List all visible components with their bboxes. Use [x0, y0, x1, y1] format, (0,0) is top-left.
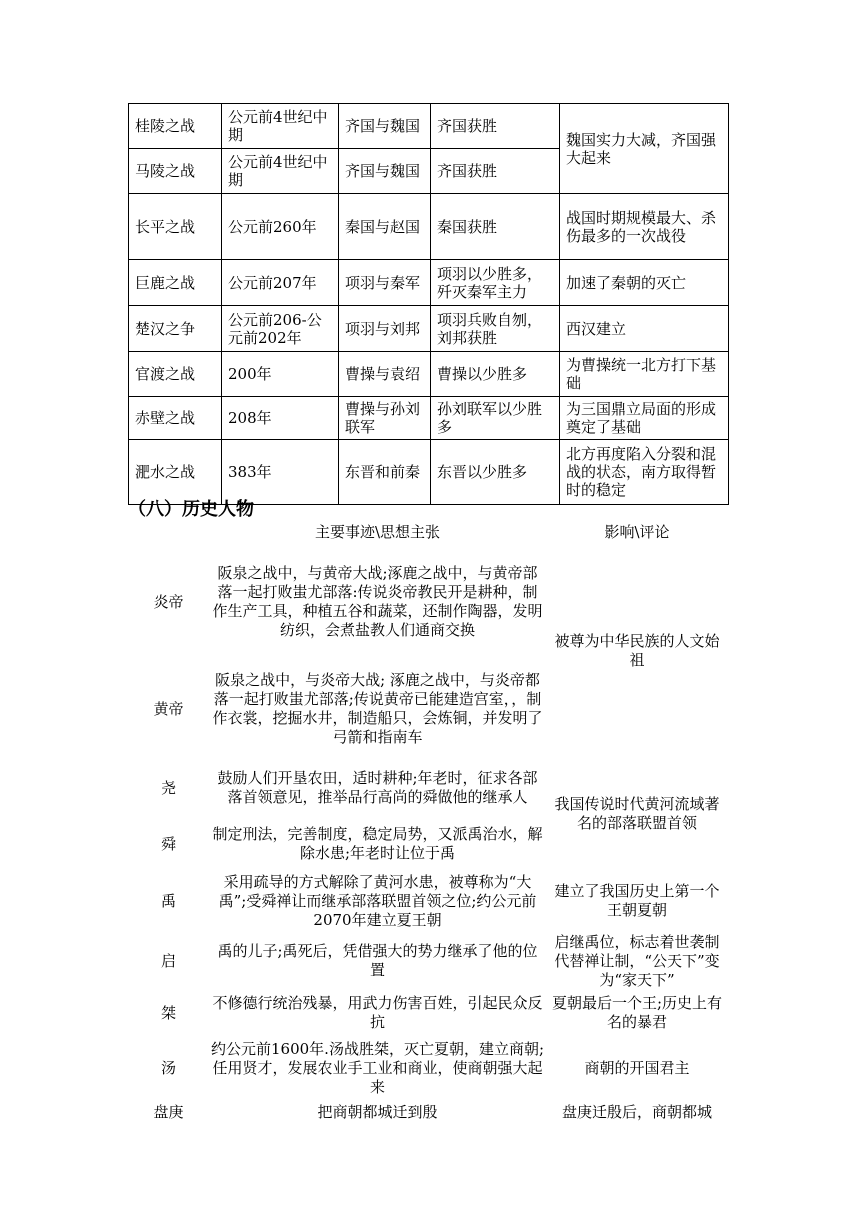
battles-table — [128, 103, 729, 505]
battle-name: 淝水之战 — [129, 440, 222, 505]
battle-sides: 秦国与赵国 — [339, 194, 431, 260]
person-name: 桀 — [160, 1003, 176, 1022]
table-row — [129, 352, 729, 397]
battle-time: 383年 — [222, 440, 339, 505]
battle-sides: 齐国与魏国 — [339, 149, 431, 194]
battle-sides: 齐国与魏国 — [339, 104, 431, 149]
person-name: 汤 — [160, 1058, 176, 1077]
battle-result: 东晋以少胜多 — [431, 440, 560, 505]
people-header-deeds: 主要事迹\思想主张 — [314, 522, 441, 541]
table-row — [128, 758, 728, 818]
battle-result: 项羽以少胜多，歼灭秦军主力 — [431, 260, 560, 306]
battle-name: 马陵之战 — [129, 149, 222, 194]
battle-sides: 项羽与刘邦 — [339, 306, 431, 352]
table-row — [129, 440, 729, 505]
battle-impact: 魏国实力大减，齐国强大起来 — [560, 104, 729, 194]
table-header-row — [128, 520, 728, 544]
battle-sides: 东晋和前秦 — [339, 440, 431, 505]
battle-impact: 加速了秦朝的灭亡 — [560, 260, 729, 306]
people-table — [128, 520, 728, 1124]
table-row — [128, 1100, 728, 1124]
person-deeds: 约公元前1600年.汤战胜桀，灭亡夏朝，建立商朝;任用贤才，发展农业手工业和商业，使商朝强大起来 — [211, 1039, 544, 1096]
battle-time: 公元前260年 — [222, 194, 339, 260]
section-heading: （八）历史人物 — [128, 499, 254, 520]
table-row — [129, 104, 729, 149]
battle-sides: 曹操与孙刘联军 — [339, 397, 431, 440]
battle-name: 桂陵之战 — [129, 104, 222, 149]
people-header-name — [128, 520, 209, 544]
battle-time: 200年 — [222, 352, 339, 397]
battle-result: 齐国获胜 — [431, 104, 560, 149]
person-deeds: 把商朝都城迁到殷 — [317, 1102, 438, 1121]
battle-result: 齐国获胜 — [431, 149, 560, 194]
battle-time: 公元前206-公元前202年 — [222, 306, 339, 352]
person-deeds: 禹的儿子;禹死后，凭借强大的势力继承了他的位置 — [217, 942, 538, 979]
person-influence: 我国传说时代黄河流域著名的部落联盟首领 — [554, 795, 720, 832]
person-name: 舜 — [160, 834, 176, 853]
table-row — [129, 397, 729, 440]
battle-name: 赤壁之战 — [129, 397, 222, 440]
person-influence: 建立了我国历史上第一个王朝夏朝 — [554, 882, 720, 919]
table-row — [129, 194, 729, 260]
battle-result: 曹操以少胜多 — [431, 352, 560, 397]
battle-result: 项羽兵败自刎，刘邦获胜 — [431, 306, 560, 352]
person-influence: 启继禹位，标志着世袭制代替禅让制，“公天下”变为“家天下” — [554, 932, 720, 989]
battle-time: 公元前4世纪中期 — [222, 149, 339, 194]
battle-impact: 战国时期规模最大、杀伤最多的一次战役 — [560, 194, 729, 260]
battle-impact: 北方再度陷入分裂和混战的状态，南方取得暂时的稳定 — [560, 440, 729, 505]
person-name: 禹 — [160, 891, 176, 910]
table-row — [128, 932, 728, 990]
table-row — [128, 990, 728, 1036]
battle-name: 楚汉之争 — [129, 306, 222, 352]
table-row — [129, 306, 729, 352]
battle-result: 孙刘联军以少胜多 — [431, 397, 560, 440]
battle-result: 秦国获胜 — [431, 194, 560, 260]
person-name: 尧 — [160, 778, 176, 797]
battle-impact: 为曹操统一北方打下基础 — [560, 352, 729, 397]
battle-impact: 为三国鼎立局面的形成奠定了基础 — [560, 397, 729, 440]
person-deeds: 鼓励人们开垦农田，适时耕种;年老时，征求各部落首领意见，推举品行高尚的舜做他的继承人 — [217, 769, 538, 806]
person-influence: 夏朝最后一个王;历史上有名的暴君 — [551, 994, 723, 1031]
battle-time: 208年 — [222, 397, 339, 440]
battle-name: 巨鹿之战 — [129, 260, 222, 306]
battle-sides: 曹操与袁绍 — [339, 352, 431, 397]
person-influence: 商朝的开国君主 — [584, 1058, 690, 1077]
battle-time: 公元前207年 — [222, 260, 339, 306]
person-influence: 被尊为中华民族的人文始祖 — [554, 632, 720, 669]
person-name: 盘庚 — [153, 1102, 184, 1121]
person-deeds: 阪泉之战中，与黄帝大战;涿鹿之战中，与黄帝部落一起打败蚩尤部落:传说炎帝教民开是耕种，制作生产工具，种植五谷和蔬菜，还制作陶器，发明纺织，会煮盐教人们通商交换 — [212, 564, 543, 639]
battle-impact: 西汉建立 — [560, 306, 729, 352]
person-deeds: 制定刑法，完善制度，稳定局势，又派禹治水，解除水患;年老时让位于禹 — [212, 825, 543, 862]
person-deeds: 采用疏导的方式解除了黄河水患，被尊称为“大禹”;受舜禅让而继承部落联盟首领之位;约公元前2070年建立夏王朝 — [218, 872, 537, 929]
table-row — [128, 544, 728, 660]
battle-sides: 项羽与秦军 — [339, 260, 431, 306]
battle-name: 官渡之战 — [129, 352, 222, 397]
person-influence: 盘庚迁殷后，商朝都城 — [561, 1102, 712, 1121]
battle-name: 长平之战 — [129, 194, 222, 260]
table-row — [128, 1036, 728, 1100]
person-name: 启 — [160, 951, 176, 970]
person-name: 黄帝 — [153, 699, 184, 718]
battle-time: 公元前4世纪中期 — [222, 104, 339, 149]
table-row — [128, 870, 728, 932]
table-row — [129, 260, 729, 306]
person-deeds: 不修德行统治残暴，用武力伤害百姓，引起民众反抗 — [212, 994, 543, 1031]
person-name: 炎帝 — [153, 592, 184, 611]
people-header-influence: 影响\评论 — [604, 522, 670, 541]
person-deeds: 阪泉之战中，与炎帝大战; 涿鹿之战中，与炎帝都落一起打败蚩尤部落;传说黄帝已能建造宫室，，制作衣裳，挖掘水井，制造船只，会炼铜，并发明了弓箭和指南车 — [212, 671, 543, 746]
